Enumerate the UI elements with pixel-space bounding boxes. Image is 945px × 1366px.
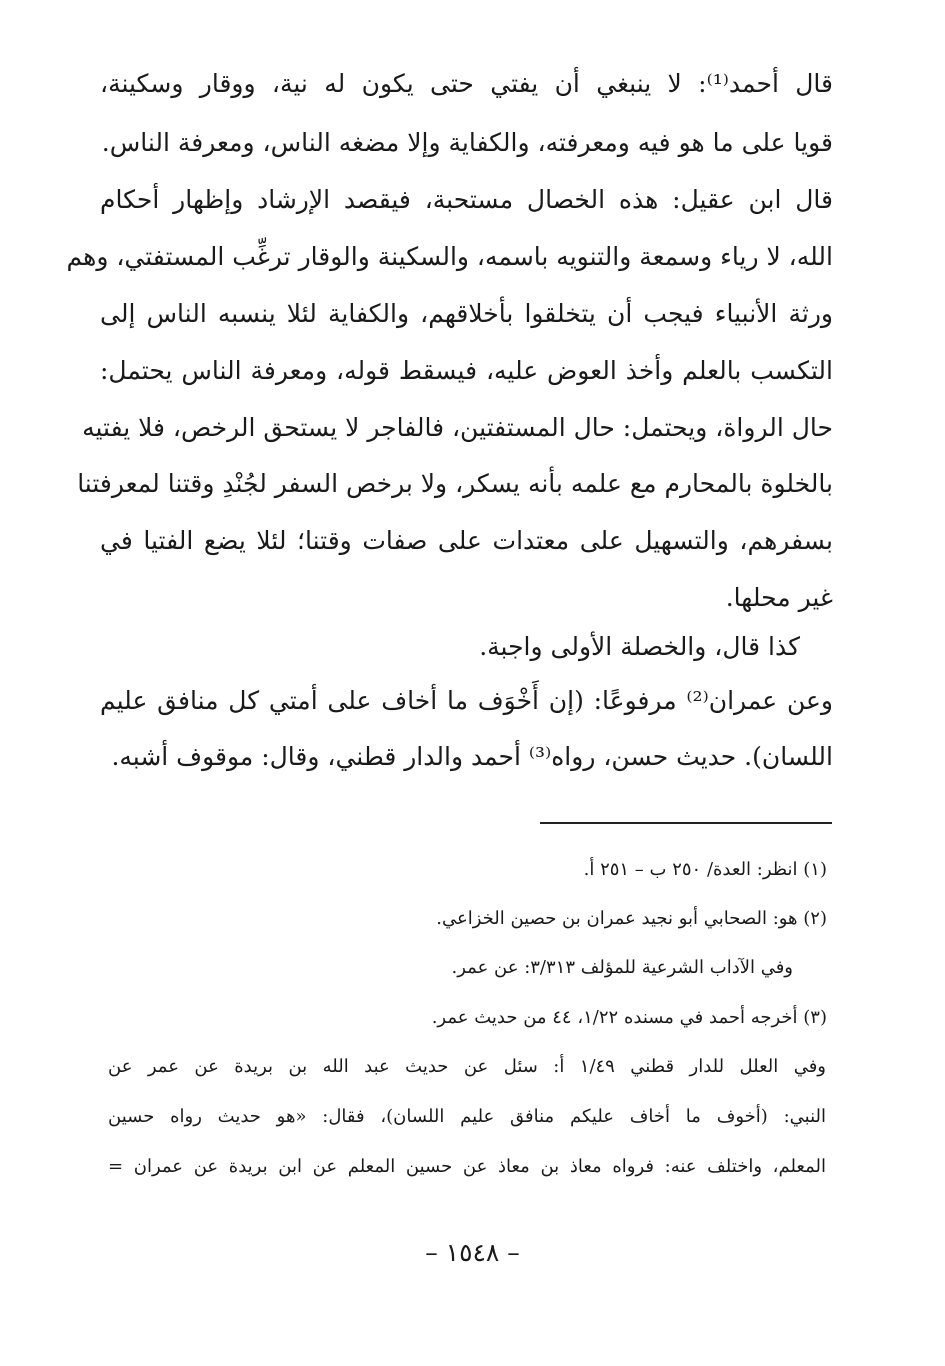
- footnote-3-continuation: وفي العلل للدار قطني ١/٤٩ أ: سئل عن حديث عبد الله بن بريدة عن عمر عن: [108, 1056, 826, 1077]
- body-line: حال الرواة، ويحتمل: حال المستفتين، فالفاجر لا يستحق الرخص، فلا يفتيه: [82, 413, 833, 442]
- footnote-1: (١) انظر: العدة/ ٢٥٠ ب – ٢٥١ أ.: [583, 859, 827, 880]
- footnote-separator: [540, 822, 832, 824]
- body-line: بالخلوة بالمحارم مع علمه بأنه يسكر، ولا برخص السفر لجُنْدِ وقتنا لمعرفتنا: [77, 469, 833, 498]
- body-line: كذا قال، والخصلة الأولى واجبة.: [479, 632, 800, 661]
- footnote-2-continuation: وفي الآداب الشرعية للمؤلف ٣/٣١٣: عن عمر.: [451, 957, 793, 978]
- body-line: قويا على ما هو فيه ومعرفته، والكفاية وإلا مضغه الناس، ومعرفة الناس.: [101, 128, 833, 157]
- body-line: بسفرهم، والتسهيل على معتدات على صفات وقتنا؛ لئلا يضع الفتيا في: [100, 526, 833, 555]
- body-line: قال ابن عقيل: هذه الخصال مستحبة، فيقصد الإرشاد وإظهار أحكام: [100, 185, 833, 214]
- footnote-3-continuation: النبي: (أخوف ما أخاف عليكم منافق عليم اللسان)، فقال: «هو حديث رواه حسين: [108, 1106, 826, 1127]
- footnote-3: (٣) أخرجه أحمد في مسنده ١/٢٢، ٤٤ من حديث عمر.: [431, 1007, 827, 1028]
- page-number: – ١٥٤٨ –: [425, 1238, 520, 1267]
- body-line: قال أحمد⁽¹⁾: لا ينبغي أن يفتي حتى يكون له نية، ووقار وسكينة،: [100, 69, 833, 98]
- body-line: غير محلها.: [725, 583, 833, 612]
- footnote-2: (٢) هو: الصحابي أبو نجيد عمران بن حصين الخزاعي.: [436, 908, 827, 929]
- body-line: التكسب بالعلم وأخذ العوض عليه، فيسقط قوله، ومعرفة الناس يحتمل:: [100, 356, 833, 385]
- body-line: اللسان). حديث حسن، رواه⁽³⁾ أحمد والدار قطني، وقال: موقوف أشبه.: [111, 742, 833, 771]
- body-line: الله، لا رياء وسمعة والتنويه باسمه، والسكينة والوقار ترغِّب المستفتي، وهم: [66, 242, 833, 271]
- body-line: ورثة الأنبياء فيجب أن يتخلقوا بأخلاقهم، والكفاية لئلا ينسبه الناس إلى: [100, 299, 833, 328]
- body-line: وعن عمران⁽²⁾ مرفوعًا: (إن أَخْوَف ما أخاف على أمتي كل منافق عليم: [100, 686, 833, 715]
- footnote-3-continuation: المعلم، واختلف عنه: فرواه معاذ بن معاذ عن حسين المعلم عن ابن بريدة عن عمران =: [108, 1156, 826, 1177]
